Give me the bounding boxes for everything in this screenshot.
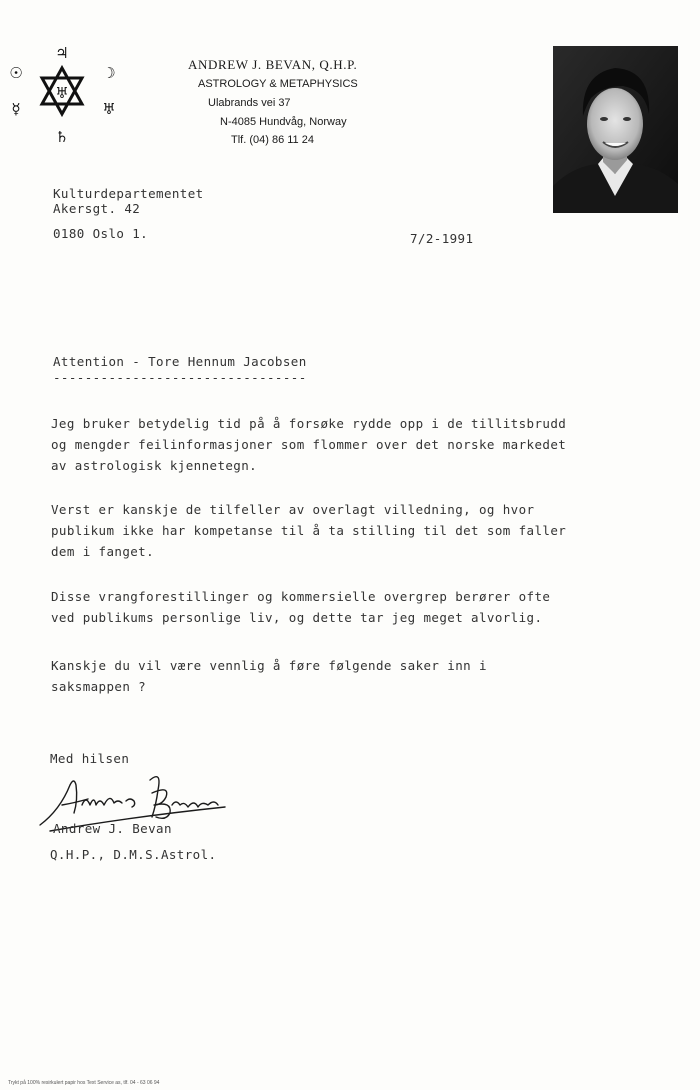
body-paragraph: Verst er kanskje de tilfeller av overlagt villedning, og hvor publikum ikke har kompetanse til å ta stilling til det som faller dem i fanget. (51, 502, 567, 559)
signatory-title: Q.H.P., D.M.S.Astrol. (50, 847, 217, 862)
footer-print-note: Trykt på 100% resirkulert papir hos Text Service as, tlf. 04 - 63 06 94 (8, 1080, 160, 1086)
svg-text:♅: ♅ (55, 84, 69, 102)
sender-subtitle: ASTROLOGY & METAPHYSICS (198, 78, 358, 90)
portrait-photo (553, 46, 678, 213)
recipient-line1: Kulturdepartementet (53, 186, 204, 201)
sender-address-line1: Ulabrands vei 37 (208, 97, 291, 109)
body-paragraph: Disse vrangforestillinger og kommersielle overgrep berører ofte ved publikums personlige liv, og dette tar jeg meget alvorlig. (51, 589, 551, 625)
hexagram-planetary-symbols-icon (5, 42, 125, 157)
sun-glyph: ☉ (9, 64, 23, 82)
moon-glyph: ☽ (102, 64, 116, 82)
mercury-glyph: ☿ (11, 100, 21, 118)
uranus-glyph: ♅ (102, 100, 116, 118)
closing-salutation: Med hilsen (50, 751, 130, 766)
jupiter-glyph: ♃ (55, 44, 69, 62)
body-paragraph: Kanskje du vil være vennlig å føre følgende saker inn i saksmappen ? (51, 658, 487, 694)
recipient-line3: 0180 Oslo 1. (53, 226, 149, 241)
body-paragraph: Jeg bruker betydelig tid på å forsøke rydde opp i de tillitsbrudd og mengder feilinformasjoner som flommer over det norske markedet av astrologisk kjennetegn. (51, 416, 567, 473)
letter-date: 7/2-1991 (410, 231, 474, 246)
sender-name: ANDREW J. BEVAN, Q.H.P. (188, 57, 358, 72)
saturn-glyph: ♄ (55, 128, 69, 146)
sender-address-line2: N-4085 Hundvåg, Norway (220, 116, 347, 128)
sender-phone: Tlf. (04) 86 11 24 (231, 134, 314, 146)
recipient-line2: Akersgt. 42 (53, 201, 141, 216)
attention-line: Attention - Tore Hennum Jacobsen (53, 354, 307, 369)
signatory-name: Andrew J. Bevan (53, 821, 172, 836)
attention-underline: -------------------------------- (53, 370, 307, 385)
